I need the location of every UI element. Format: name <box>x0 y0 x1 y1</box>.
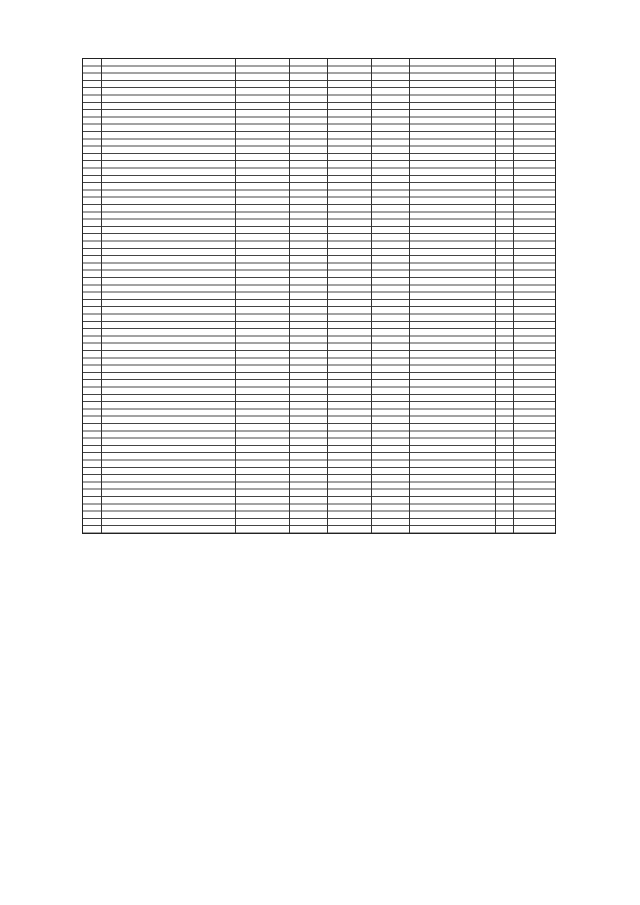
column-divider <box>409 59 410 533</box>
column-divider <box>513 59 514 533</box>
column-divider <box>371 59 372 533</box>
column-divider <box>101 59 102 533</box>
column-divider <box>327 59 328 533</box>
table-rows <box>83 59 555 533</box>
register-table <box>82 58 556 534</box>
column-divider <box>235 59 236 533</box>
column-divider <box>495 59 496 533</box>
column-divider <box>289 59 290 533</box>
